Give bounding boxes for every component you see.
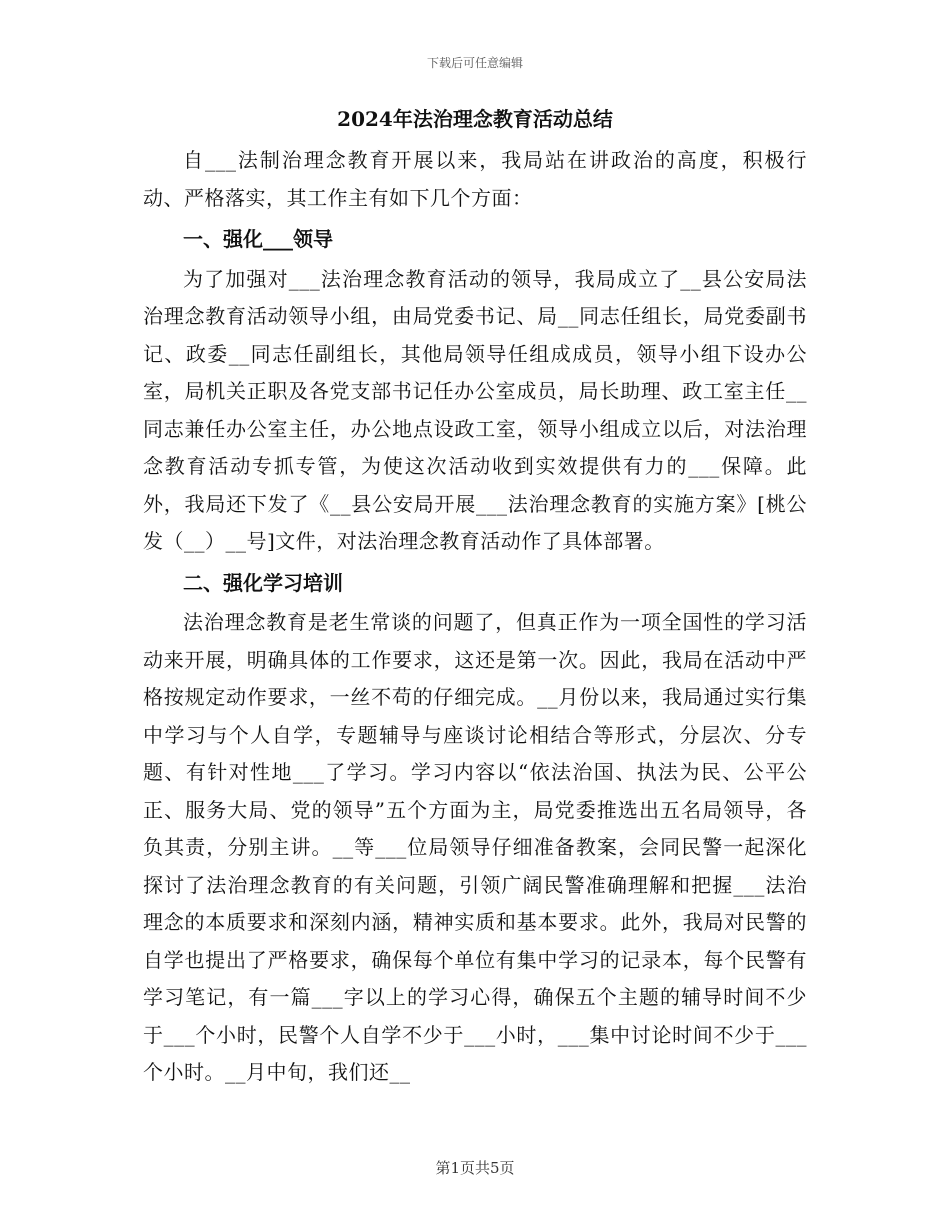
page-header: 下载后可任意编辑 bbox=[426, 56, 523, 70]
section-body-1: 为了加强对___法治理念教育活动的领导，我局成立了__县公安局法治理念教育活动领导小组，由局党委书记、局__同志任组长，局党委副书记、政委__同志任副组长，其他局领导任组成成员，领导小组下设办公室，局机关正职及各党支部书记任办公室成员，局长助理、政工室主任__同志兼任办公室主任，办公地点设政工室，领导小组成立以后，对法治理念教育活动专抓专管，为使这次活动收到实效提供有力的___保障。此外，我局还下发了《__县公安局开展___法治理念教育的实施方案》[桃公发（__）__号]文件，对法治理念教育活动作了具体部署。 bbox=[143, 266, 807, 553]
document-body bbox=[143, 104, 807, 1092]
section-heading-2: 二、强化学习培训 bbox=[183, 570, 343, 595]
section-body-2: 法治理念教育是老生常谈的问题了，但真正作为一项全国性的学习活动来开展，明确具体的工作要求，这还是第一次。因此，我局在活动中严格按规定动作要求，一丝不苟的仔细完成。__月份以来，我局通过实行集中学习与个人自学，专题辅导与座谈讨论相结合等形式，分层次、分专题、有针对性地___了学习。学习内容以“依法治国、执法为民、公平公正、服务大局、党的领导”五个方面为主，局党委推选出五名局领导，各负其责，分别主讲。__等___位局领导仔细准备教案，会同民警一起深化探讨了法治理念教育的有关问题，引领广阔民警准确理解和把握___法治理念的本质要求和深刻内涵，精神实质和基本要求。此外，我局对民警的自学也提出了严格要求，确保每个单位有集中学习的记录本，每个民警有学习笔记，有一篇___字以上的学习心得，确保五个主题的辅导时间不少于___个小时，民警个人自学不少于___小时，___集中讨论时间不少于___个小时。__月中旬，我们还__ bbox=[143, 610, 807, 1084]
page-footer: 第1页共5页 bbox=[435, 1159, 515, 1177]
document-title: 2024年法治理念教育活动总结 bbox=[337, 107, 613, 131]
section-heading-1: 一、强化___领导 bbox=[183, 227, 333, 251]
intro-paragraph: 自___法制治理念教育开展以来，我局站在讲政治的高度，积极行动、严格落实，其工作主有如下几个方面： bbox=[143, 148, 807, 210]
